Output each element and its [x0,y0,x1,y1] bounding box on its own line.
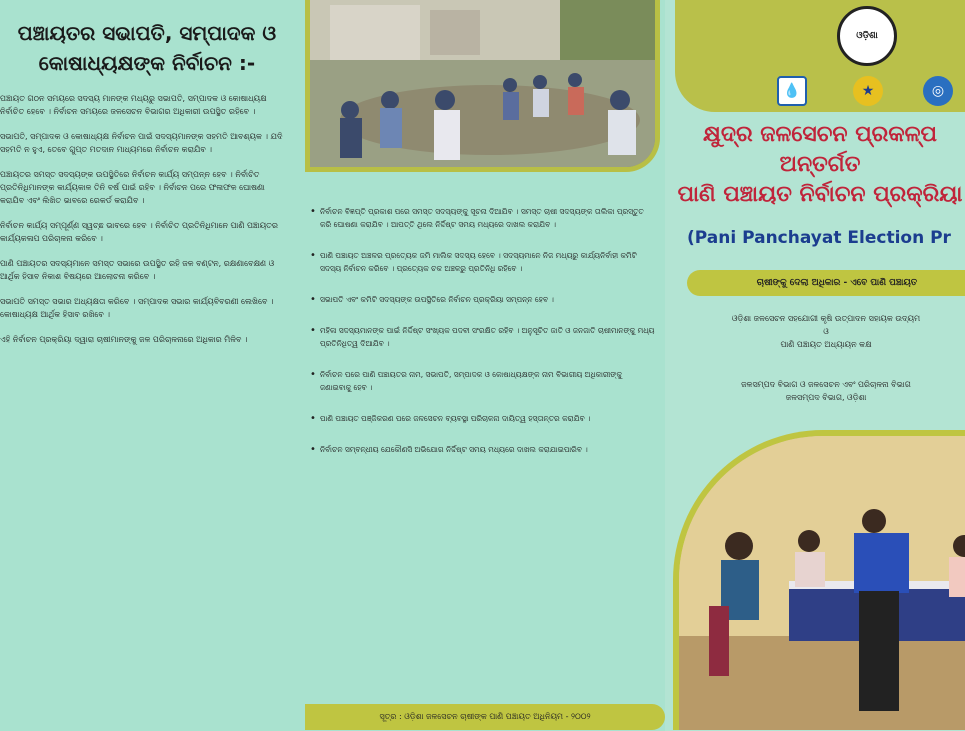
list-item: • ସଭାପତି ଏବଂ କମିଟି ସଦସ୍ୟଙ୍କ ଉପସ୍ଥିତିରେ ନିର୍ବାଚନ ପ୍ରକ୍ରିୟା ସମ୍ପନ୍ନ ହେବ । [310,293,655,306]
list-item: • ପାଣି ପଞ୍ଚାୟତ ପଞ୍ଜିକରଣ ପରେ ଜଳସେଚନ ବ୍ୟବସ୍ଥା ପରିଚାଳନା ଦାୟିତ୍ୱ ହସ୍ତାନ୍ତର କରାଯିବ । [310,412,655,425]
left-panel [0,0,300,731]
info-line2: ଓ [823,327,829,336]
left-paragraph: ଏହି ନିର୍ବାଚନ ପ୍ରକ୍ରିୟା ଦ୍ୱାରା ଚାଷୀମାନଙ୍କୁ ଜଳ ପରିଚାଳନାରେ ଅଧିକାର ମିଳିବ । [0,335,248,344]
source-footer: ସୂତ୍ର : ଓଡ଼ିଶା ଜଳସେଚନ ଚାଷୀଙ୍କ ପାଣି ପଞ୍ଚାୟତ ଅଧିନିୟମ - ୨୦୦୨ [305,704,665,730]
slogan-banner: ଚାଷୀଙ୍କୁ ଦେଲା ଅଧିକାର - ଏବେ ପାଣି ପଞ୍ଚାୟତ [687,270,965,296]
list-item: • ନିର୍ବାଚନ ପରେ ପାଣି ପଞ୍ଚାୟତର ନାମ, ସଭାପତି, ସମ୍ପାଦକ ଓ କୋଷାଧ୍ୟକ୍ଷଙ୍କ ନାମ ବିଭାଗୀୟ ଅଧିକାରୀଙ୍କୁ ଜଣାଇବାକୁ ହେବ । [310,368,655,394]
election-photo-illustration [679,436,965,730]
title-line2: ଅନ୍ତର୍ଗତ [779,152,861,177]
english-title: (Pani Panchayat Election Pr [687,228,951,248]
meeting-photo [305,0,660,172]
left-paragraph: ପଞ୍ଚାୟତ ଗଠନ ସମୟରେ ସଦସ୍ୟ ମାନଙ୍କ ମଧ୍ୟରୁ ସଭାପତି, ସମ୍ପାଦକ ଓ କୋଷାଧ୍ୟକ୍ଷ ନିର୍ବାଚିତ ହେବେ । ନିର୍ବାଚନ ସମୟରେ ଜଳସେଚନ ବିଭାଗର ଅଧିକାରୀ ଉପସ୍ଥିତ ରହିବେ । [0,94,267,116]
left-paragraph: ସଭାପତି, ସମ୍ପାଦକ ଓ କୋଷାଧ୍ୟକ୍ଷ ନିର୍ବାଚନ ପାଇଁ ସଦସ୍ୟମାନଙ୍କ ସହମତି ଆବଶ୍ୟକ । ଯଦି ସହମତି ନ ହୁଏ, ତେବେ ଗୁପ୍ତ ମତଦାନ ମାଧ୍ୟମରେ ନିର୍ବାଚନ କରାଯିବ । [0,132,283,154]
star-seal-logo-icon: ★ [853,76,883,106]
water-drop-logo-icon: 💧 [777,76,807,106]
title-line1: କ୍ଷୁଦ୍ର ଜଳସେଚନ ପ୍ରକଳ୍ପ [703,122,937,147]
left-paragraph: ପଞ୍ଚାୟତର ସମସ୍ତ ସଦସ୍ୟଙ୍କ ଉପସ୍ଥିତିରେ ନିର୍ବାଚନ କାର୍ଯ୍ୟ ସମ୍ପନ୍ନ ହେବ । ନିର୍ବାଚିତ ପ୍ରତିନିଧିମାନଙ୍କ କାର୍ଯ୍ୟକାଳ ତିନି ବର୍ଷ ପାଇଁ ରହିବ । ନିର୍ବାଚନ ପରେ ଫଳାଫଳ ଘୋଷଣା କରାଯିବ ଏବଂ ଲିଖିତ ଭାବରେ ରେକର୍ଡ କରାଯିବ । [0,170,265,205]
left-heading [0,18,300,78]
left-paragraph: ପାଣି ପଞ୍ଚାୟତର ସଦସ୍ୟମାନେ ସମସ୍ତ ସଭାରେ ଉପସ୍ଥିତ ରହି ଜଳ ବଣ୍ଟନ, ରକ୍ଷଣାବେକ୍ଷଣ ଓ ଆର୍ଥିକ ହିସାବ ନିକାଶ ବିଷୟରେ ଆଲୋଚନା କରିବେ । [0,259,275,281]
left-heading-line1: ପଞ୍ଚାୟତର ସଭାପତି, ସମ୍ପାଦକ ଓ [17,21,277,45]
title-line3: ପାଣି ପଞ୍ଚାୟତ ନିର୍ବାଚନ ପ୍ରକ୍ରିୟା [677,182,963,207]
info-block [687,312,965,351]
left-paragraph: ନିର୍ବାଚନ କାର୍ଯ୍ୟ ସମ୍ପୂର୍ଣ୍ଣ ସ୍ୱଚ୍ଛ ଭାବରେ ହେବ । ନିର୍ବାଚିତ ପ୍ରତିନିଧିମାନେ ପାଣି ପଞ୍ଚାୟତର କାର୍ଯ୍ୟକଳାପ ପରିଚାଳନା କରିବେ । [0,221,278,243]
department-block [687,378,965,404]
election-photo [673,430,965,730]
government-emblem-icon [837,6,897,66]
dept-line1: ଜଳସମ୍ପଦ ବିଭାଗ ଓ ଜଳସେଚନ ଏବଂ ପରିଚାଳନା ବିଭାଗ [741,380,911,389]
brochure-title [675,120,965,210]
header-band [675,0,965,112]
middle-panel [300,0,665,731]
info-line1: ଓଡ଼ିଶା ଜଳସେଚନ ସହଯୋଗୀ କୃଷି ଉତ୍ପାଦନ ସହାୟକ ଉଦ୍ୟମ [731,314,921,323]
dept-line2: ଜଳସମ୍ପଦ ବିଭାଗ, ଓଡ଼ିଶା [785,393,867,402]
info-line3: ପାଣି ପଞ୍ଚାୟତ ଅଧ୍ୟାୟନ କକ୍ଷ [780,340,872,349]
right-panel [665,0,965,731]
emblem-text: ଓଡ଼ିଶା [856,31,878,41]
meeting-photo-illustration [310,0,660,172]
list-item: • ନିର୍ବାଚନ ବିଜ୍ଞପ୍ତି ପ୍ରକାଶ ପରେ ସମସ୍ତ ସଦସ୍ୟଙ୍କୁ ସୂଚନା ଦିଆଯିବ । ସମସ୍ତ ଚାଷୀ ସଦସ୍ୟଙ୍କ ତାଲିକା ପ୍ରସ୍ତୁତ କରି ଘୋଷଣା କରାଯିବ । ଆପତ୍ତି ଥିଲେ ନିର୍ଦ୍ଦିଷ୍ଟ ସମୟ ମଧ୍ୟରେ ଦାଖଲ କରାଯିବ । [310,205,655,231]
list-item: • ପାଣି ପଞ୍ଚାୟତ ଅଞ୍ଚଳର ପ୍ରତ୍ୟେକ ଜମି ମାଲିକ ସଦସ୍ୟ ହେବେ । ସଦସ୍ୟମାନେ ନିଜ ମଧ୍ୟରୁ କାର୍ଯ୍ୟନିର୍ବାହୀ କମିଟି ସଦସ୍ୟ ନିର୍ବାଚନ କରିବେ । ପ୍ରତ୍ୟେକ ଚକ ଅଞ୍ଚଳରୁ ପ୍ରତିନିଧି ରହିବେ । [310,249,655,275]
left-heading-line2: କୋଷାଧ୍ୟକ୍ଷଙ୍କ ନିର୍ବାଚନ :- [38,51,256,75]
left-paragraphs [0,92,290,346]
middle-bullet-list [310,205,655,474]
left-paragraph: ସଭାପତି ସମସ୍ତ ସଭାର ଅଧ୍ୟକ୍ଷତା କରିବେ । ସମ୍ପାଦକ ସଭାର କାର୍ଯ୍ୟବିବରଣୀ ଲେଖିବେ । କୋଷାଧ୍ୟକ୍ଷ ଆର୍ଥିକ ହିସାବ ରଖିବେ । [0,297,274,319]
list-item: • ମହିଳା ସଦସ୍ୟମାନଙ୍କ ପାଇଁ ନିର୍ଦ୍ଦିଷ୍ଟ ସଂଖ୍ୟକ ପଦବୀ ସଂରକ୍ଷିତ ରହିବ । ଅନୁସୂଚିତ ଜାତି ଓ ଜନଜାତି ଚାଷୀମାନଙ୍କୁ ମଧ୍ୟ ପ୍ରତିନିଧିତ୍ୱ ଦିଆଯିବ । [310,324,655,350]
globe-logo-icon: ◎ [923,76,953,106]
list-item: • ନିର୍ବାଚନ ସମ୍ବନ୍ଧୀୟ ଯେକୌଣସି ଅଭିଯୋଗ ନିର୍ଦ୍ଦିଷ୍ଟ ସମୟ ମଧ୍ୟରେ ଦାଖଲ କରାଯାଇପାରିବ । [310,443,655,456]
